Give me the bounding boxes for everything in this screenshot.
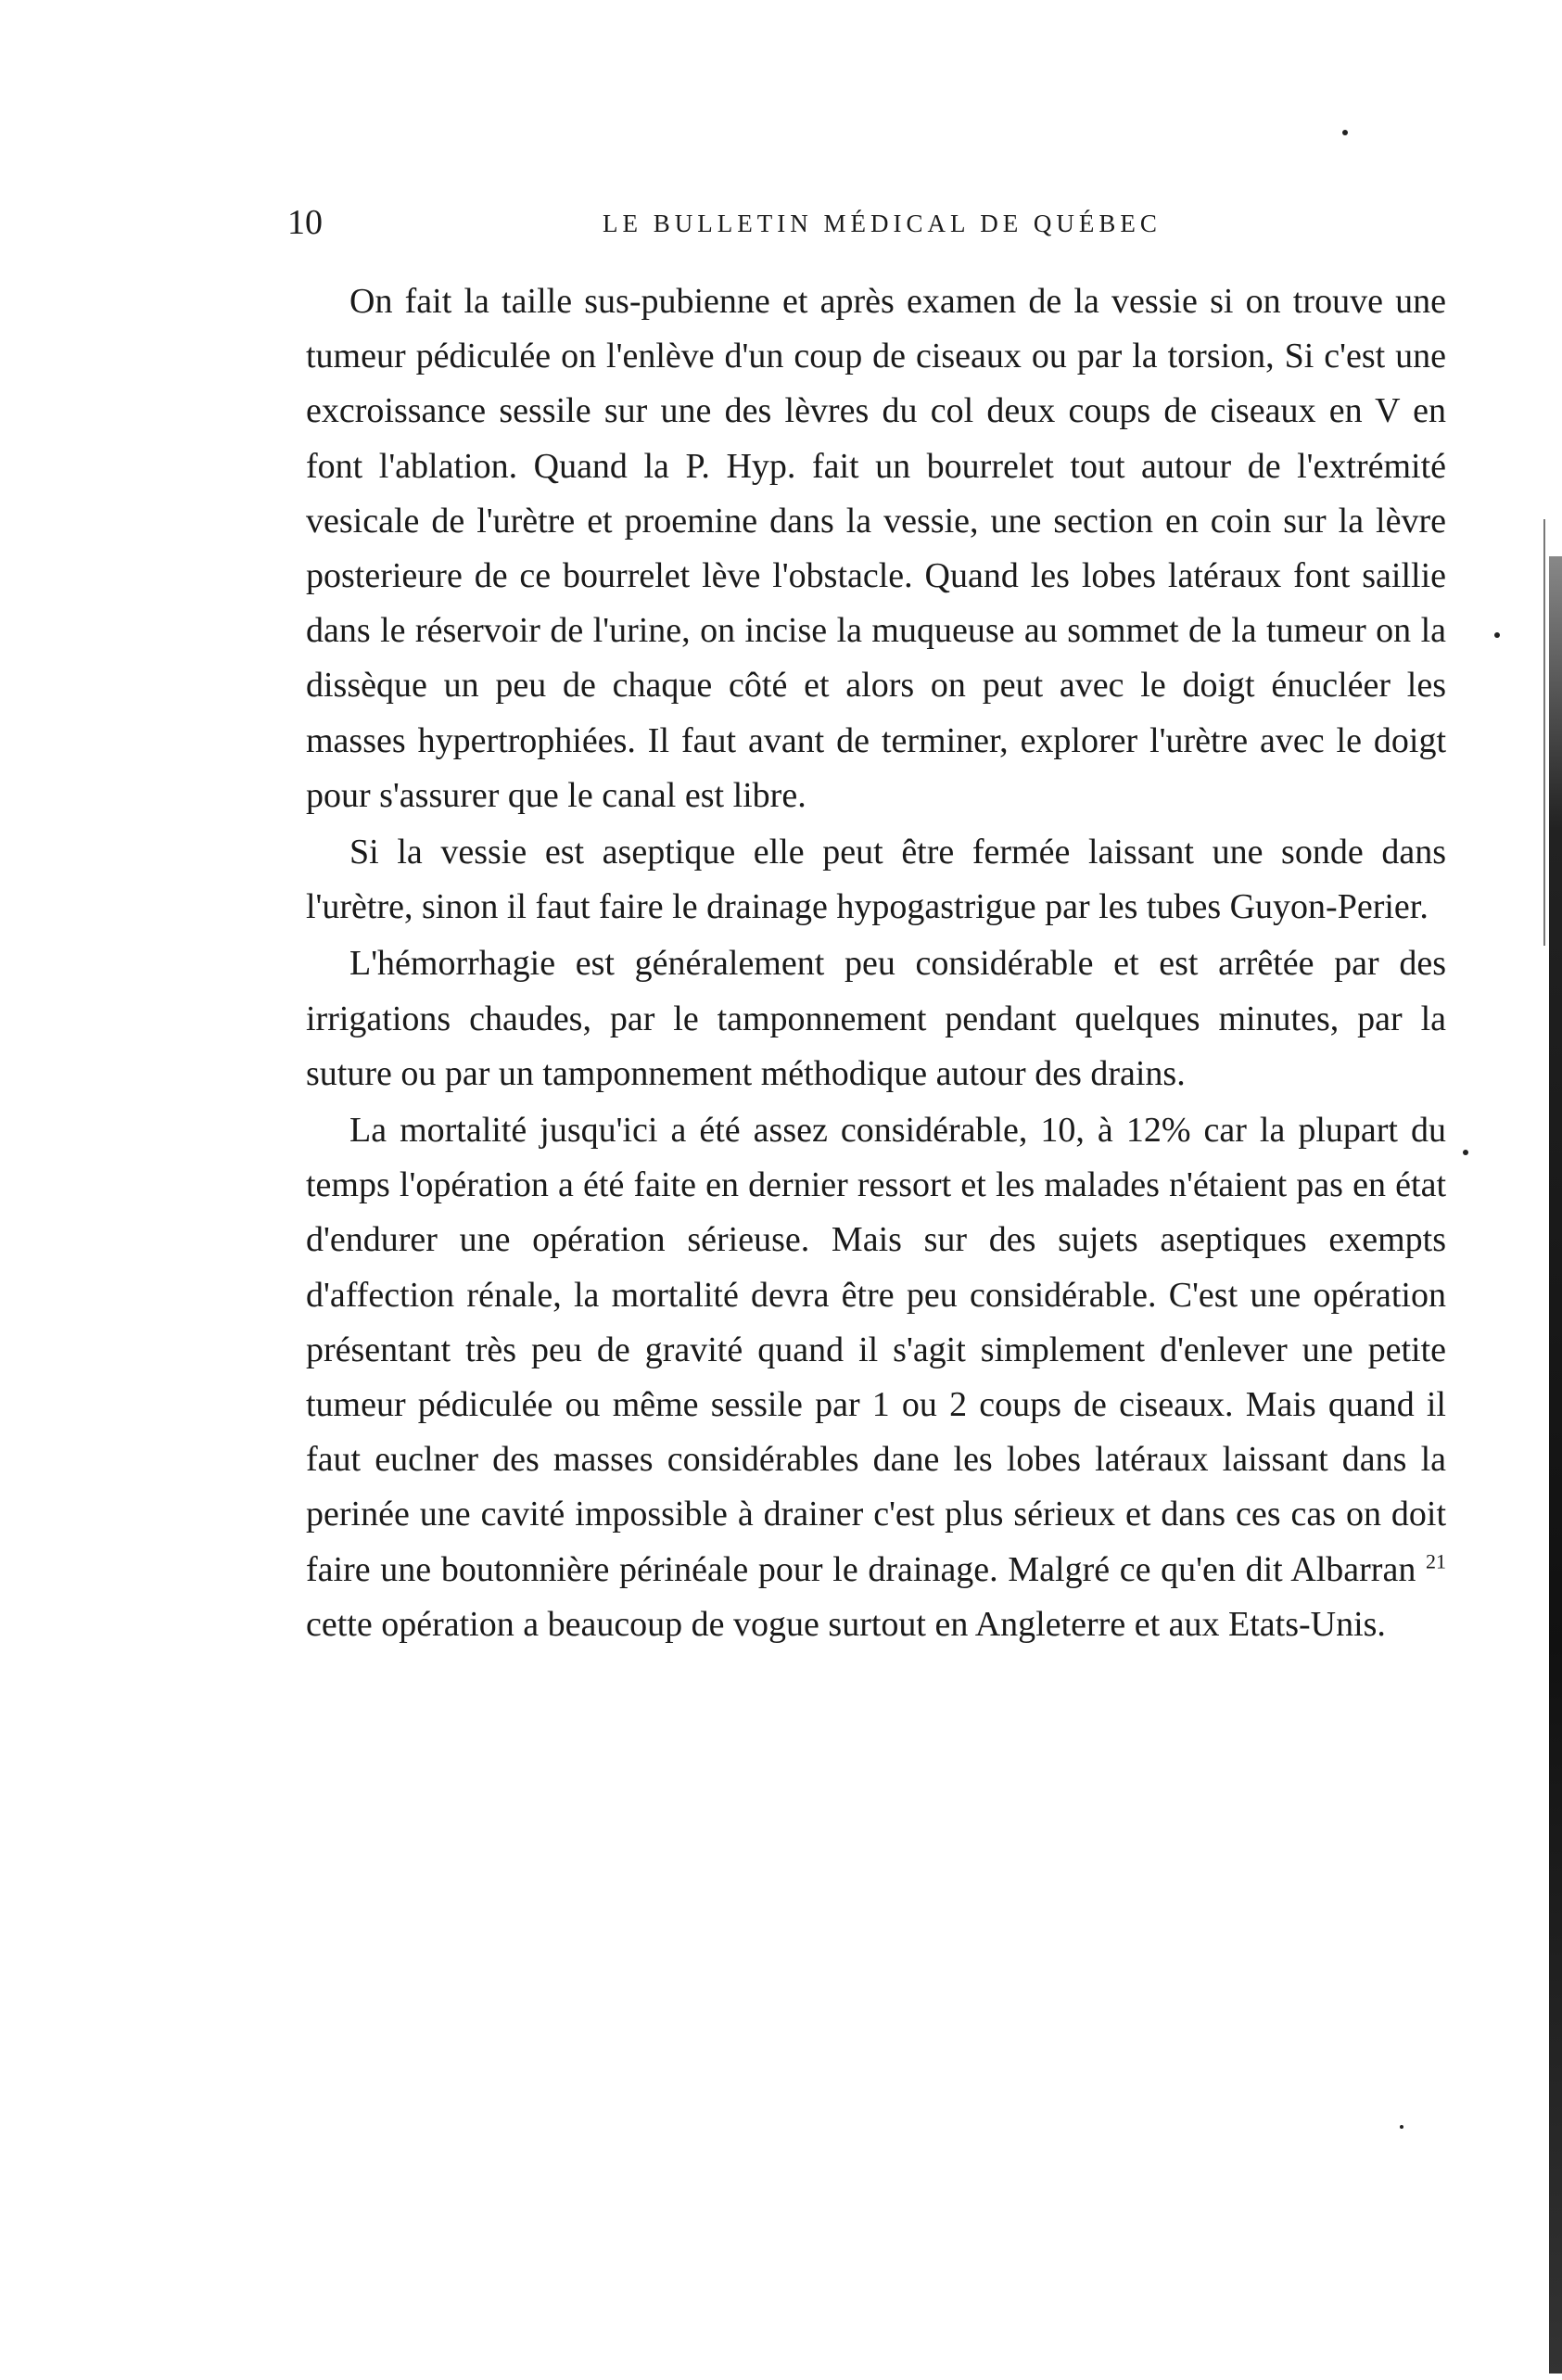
scan-speck — [1463, 1150, 1468, 1155]
scan-speck — [1400, 2125, 1403, 2129]
page-header — [287, 202, 1446, 248]
mortality-text-part1: La mortalité jusqu'ici a été assez considérable, 10, à 12% car la plupart du temps l'opération a été faite en dernier ressort et les malades n'étaient pas en état d'endurer une opération sérieuse. Mais sur des sujets aseptiques exempts d'affection rénale, la mortalité devra être peu considérable. C'est une opération présentant très peu de gravité quand il s'agit simplement d'enlever une petite tumeur pédiculée ou même sessile par 1 ou 2 coups de ciseaux. Mais quand il faut euclner des masses considérables dane les lobes latéraux laissant dans la perinée une cavité impossible à drainer c'est plus sérieux et dans ces cas on doit faire une boutonnière périnéale pour le drainage. Malgré ce qu'en dit Albarran — [306, 1111, 1446, 1589]
mortality-text-part2: cette opération a beaucoup de vogue surtout en Angleterre et aux Etats-Unis. — [306, 1604, 1386, 1644]
scan-speck — [1494, 632, 1500, 638]
page-number: 10 — [287, 203, 323, 242]
paragraph-mortality — [306, 1103, 1446, 1652]
paragraph-hemorrhage: L'hémorrhagie est généralement peu considérable et est arrêtée par des irrigations chaudes, par le tamponnement pendant quelques minutes, par la suture ou par un tamponnement méthodique autour des drains. — [306, 944, 1446, 1093]
scan-edge-line — [1543, 519, 1545, 946]
body-text — [306, 274, 1446, 1652]
running-title: LE BULLETIN MÉDICAL DE QUÉBEC — [603, 210, 1162, 237]
scan-edge-shadow — [1549, 556, 1562, 2374]
footnote-reference: 21 — [1426, 1549, 1447, 1573]
scan-speck — [1342, 130, 1348, 135]
paragraph-drainage: Si la vessie est aseptique elle peut être fermée laissant une sonde dans l'urètre, sinon il faut faire le drainage hypogastrigue par les tubes Guyon-Perier. — [306, 833, 1446, 927]
paragraph-surgical-technique: On fait la taille sus-pubienne et après examen de la vessie si on trouve une tumeur pédiculée on l'enlève d'un coup de ciseaux ou par la torsion, Si c'est une excroissance sessile sur une des lèvres du col deux coups de ciseaux en V en font l'ablation. Quand la P. Hyp. fait un bourrelet tout autour de l'extrémité vesicale de l'urètre et proemine dans la vessie, une section en coin sur la lèvre posterieure de ce bourrelet lève l'obstacle. Quand les lobes latéraux font saillie dans le réservoir de l'urine, on incise la muqueuse au sommet de la tumeur on la dissèque un peu de chaque côté et alors on peut avec le doigt énucléer les masses hypertrophiées. Il faut avant de terminer, explorer l'urètre avec le doigt pour s'assurer que le canal est libre. — [306, 282, 1446, 815]
